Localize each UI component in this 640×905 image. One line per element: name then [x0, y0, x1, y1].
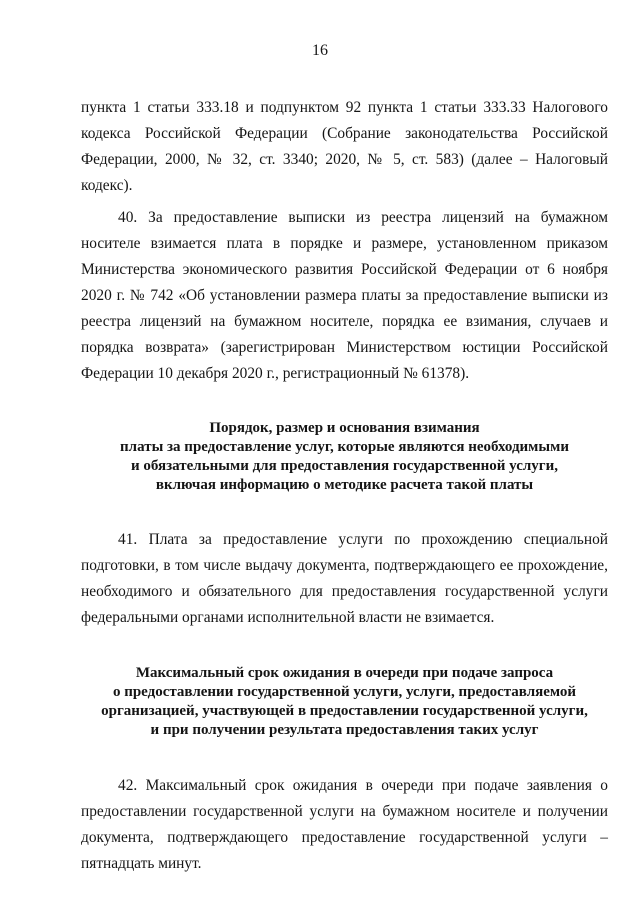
paragraph-40: 40. За предоставление выписки из реестра лицензий на бумажном носителе взимается плата в порядке и размере, установленном приказом Министерства экономического развития Российской Федерации от 6 ноября 2020 г. № 742 «Об установлении размера платы за предоставление выписки из реестра лицензий на бумажном носителе, порядка ее взимания, случаев и порядка возврата» (зарегистрирован Министерством юстиции Российской Федерации 10 декабря 2020 г., регистрационный № 61378). [81, 209, 608, 382]
page-number: 16 [312, 42, 328, 59]
heading-line: платы за предоставление услуг, которые являются необходимыми [120, 439, 569, 455]
heading-line: организацией, участвующей в предоставлении государственной услуги, [101, 703, 588, 719]
section-heading-fees [81, 419, 608, 495]
heading-line: Порядок, размер и основания взимания [209, 420, 480, 436]
document-body [81, 95, 608, 877]
heading-line: и при получении результата предоставления таких услуг [150, 722, 539, 738]
heading-line: о предоставлении государственной услуги, услуги, предоставляемой [112, 684, 577, 700]
paragraph-41: 41. Плата за предоставление услуги по прохождению специальной подготовки, в том числе выдачу документа, подтверждающего ее прохождение, необходимого и обязательного для предоставления государственной услуги федеральными органами исполнительной власти не взимается. [81, 531, 608, 626]
heading-line: Максимальный срок ожидания в очереди при подаче запроса [135, 665, 554, 681]
heading-line: включая информацию о методике расчета такой платы [155, 477, 534, 493]
paragraph-42: 42. Максимальный срок ожидания в очереди при подаче заявления о предоставлении государственной услуги на бумажном носителе и получении документа, подтверждающего предоставление государственной услуги – пятнадцать минут. [81, 777, 608, 872]
section-heading-waiting-time [81, 664, 608, 740]
continuation-paragraph: пункта 1 статьи 333.18 и подпунктом 92 пункта 1 статьи 333.33 Налогового кодекса Российской Федерации (Собрание законодательства Российской Федерации, 2000, № 32, ст. 3340; 2020, № 5, ст. 583) (далее – Налоговый кодекс). [81, 99, 608, 194]
heading-line: и обязательными для предоставления государственной услуги, [130, 458, 558, 474]
